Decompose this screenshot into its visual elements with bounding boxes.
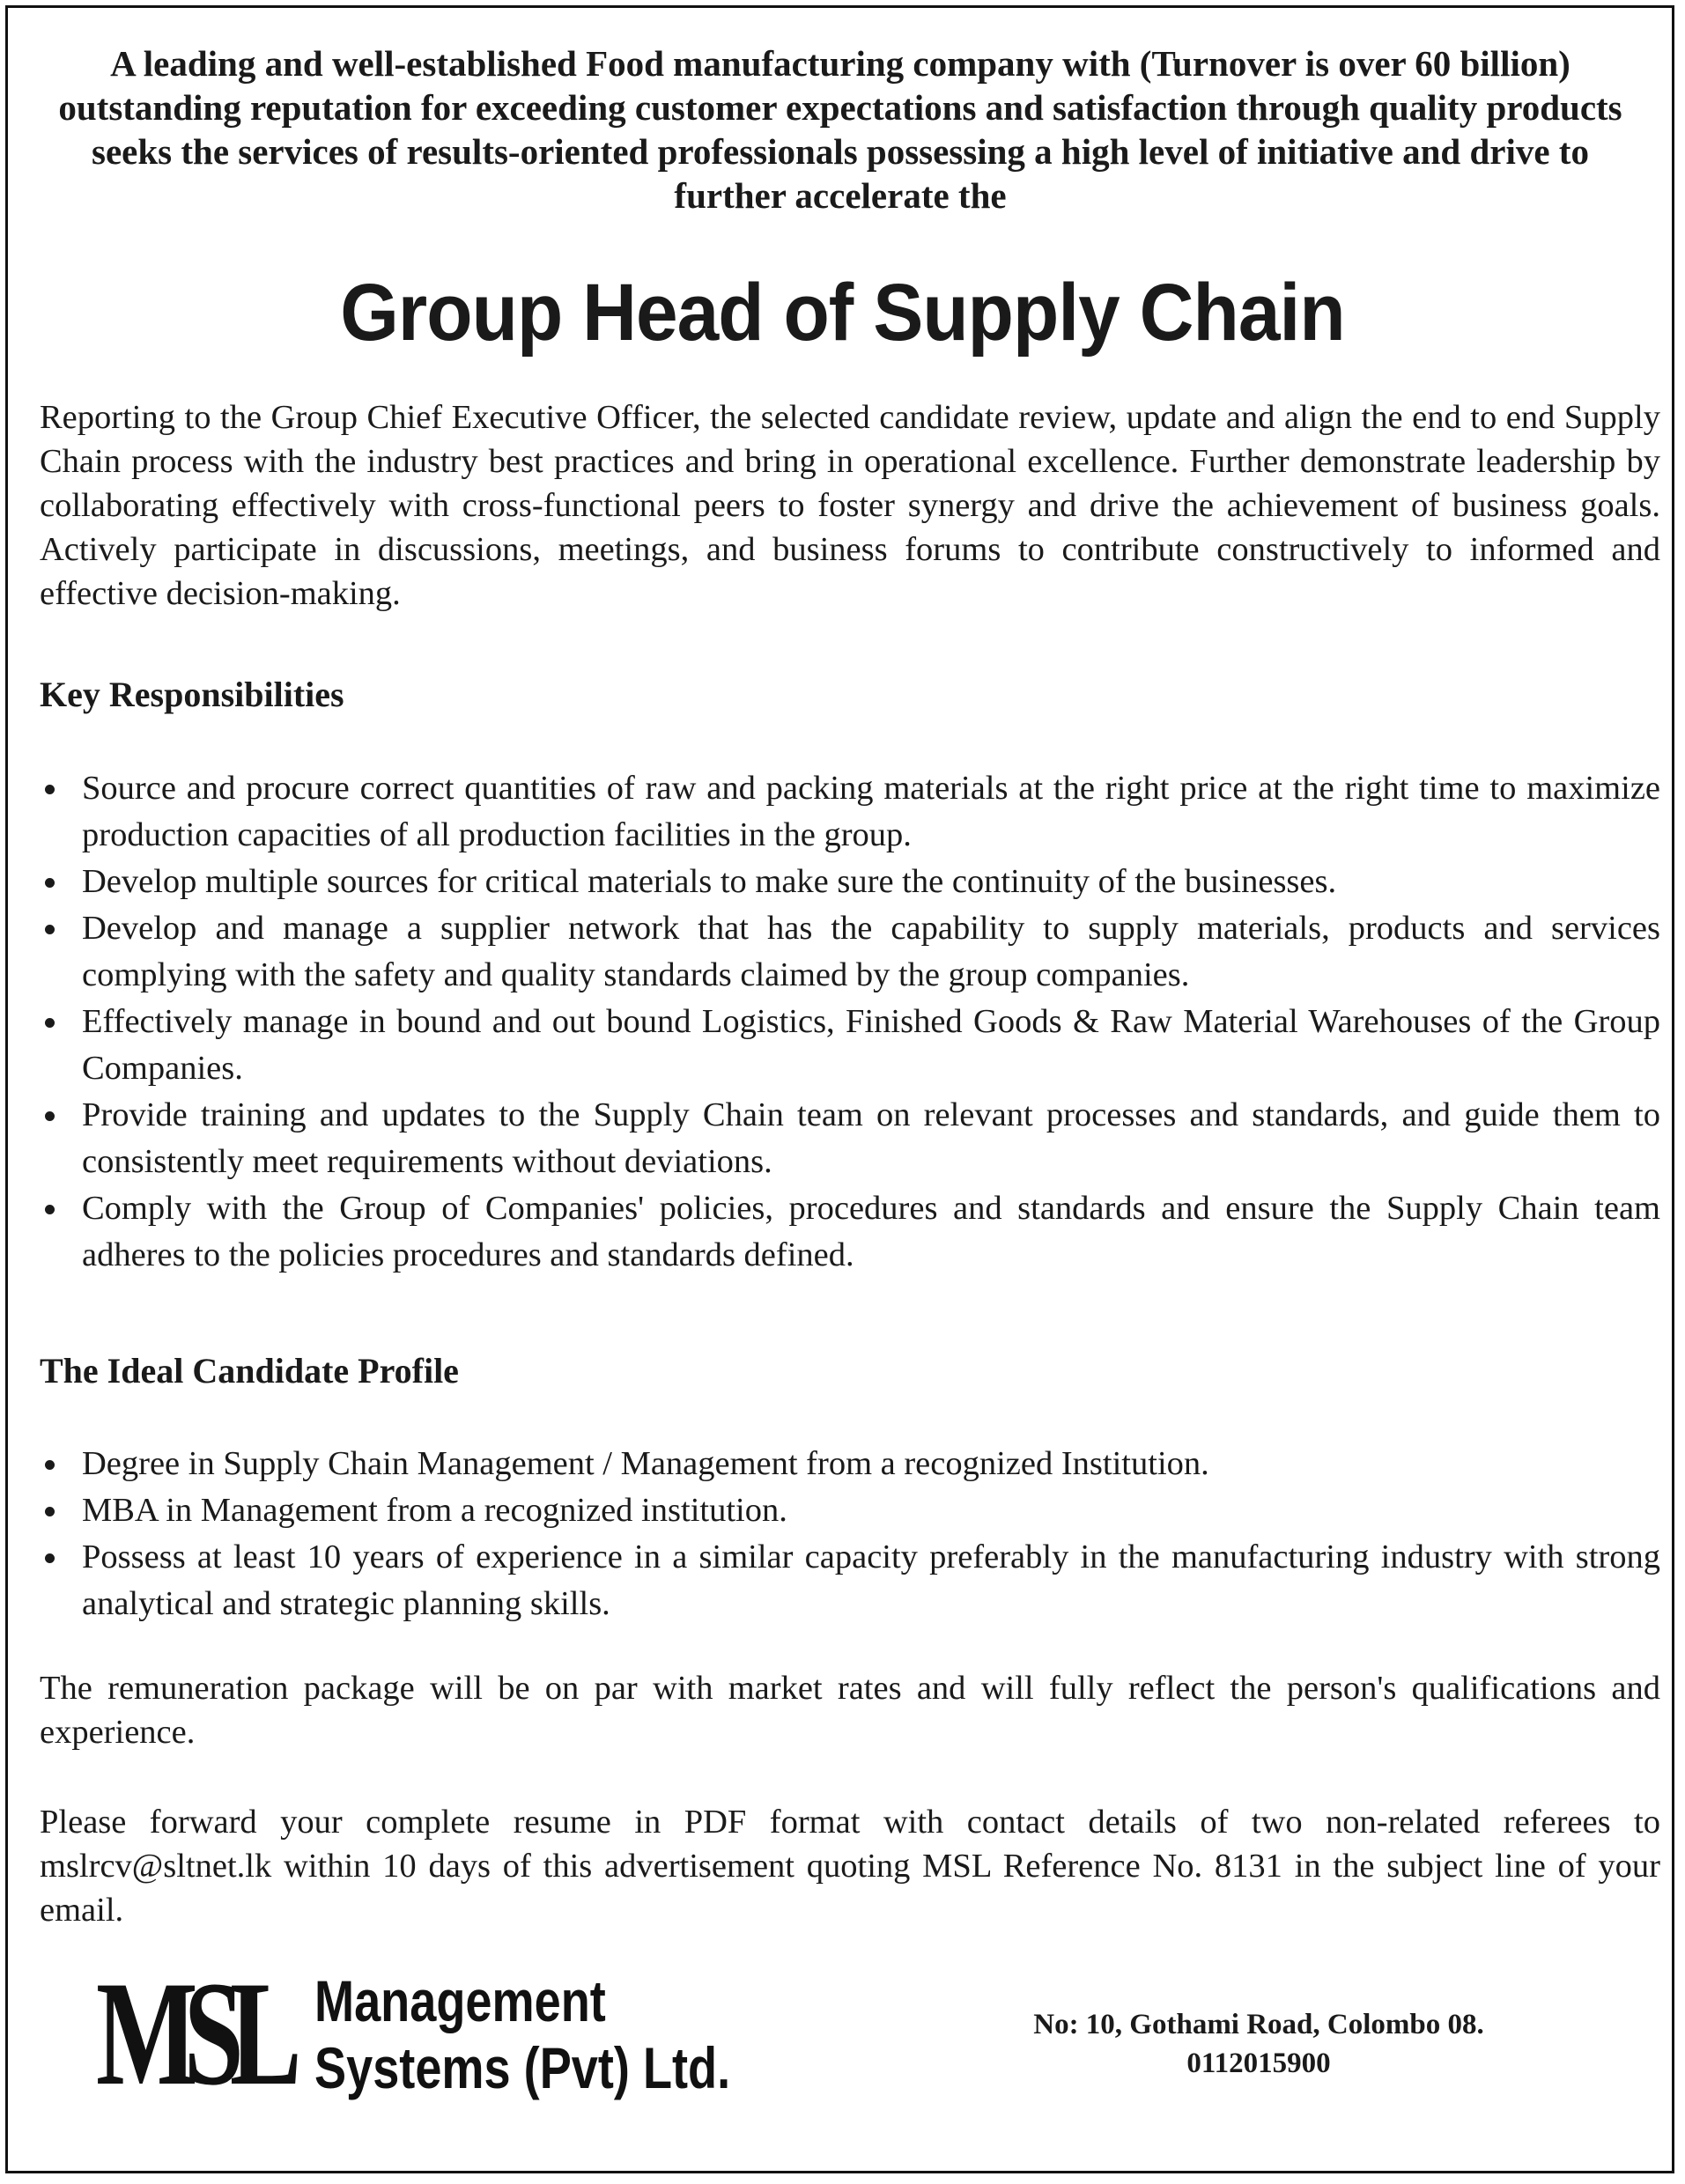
- job-title: Group Head of Supply Chain: [340, 268, 1345, 358]
- logo-mark: MSL: [96, 1951, 288, 2116]
- list-item: Degree in Supply Chain Management / Management from a recognized Institution.: [40, 1441, 1660, 1487]
- bullet-icon: [45, 1553, 55, 1563]
- ideal-candidate-heading: The Ideal Candidate Profile: [40, 1351, 459, 1391]
- bullet-icon: [45, 878, 55, 888]
- msl-logo: [96, 1951, 765, 2116]
- contact-address: No: 10, Gothami Road, Colombo 08.: [1033, 2009, 1484, 2040]
- key-responsibilities-heading: Key Responsibilities: [40, 675, 344, 714]
- key-responsibilities-list: [40, 765, 1660, 1279]
- bullet-icon: [45, 1460, 55, 1470]
- bullet-icon: [45, 1507, 55, 1516]
- list-item: MBA in Management from a recognized institution.: [40, 1487, 1660, 1534]
- intro-paragraph: A leading and well-established Food manufacturing company with (Turnover is over 60 billion) outstanding reputation for exceeding customer expectations and satisfaction through quality products seeks the services of results-oriented professionals possessing a high level of initiative and drive to further accelerate the: [58, 43, 1622, 216]
- bullet-icon: [45, 1018, 55, 1028]
- list-item: Source and procure correct quantities of raw and packing materials at the right price at the right time to maximize production capacities of all production facilities in the group.: [40, 765, 1660, 859]
- application-instructions: Please forward your complete resume in PDF format with contact details of two non-related referees to mslrcv@sltnet.lk within 10 days of this advertisement quoting MSL Reference No. 8131 in the subject line of your email.: [40, 1804, 1660, 1929]
- bullet-icon: [45, 1111, 55, 1121]
- logo-line-systems: Systems (Pvt) Ltd.: [314, 2035, 731, 2100]
- bullet-icon: [45, 1205, 55, 1214]
- list-item: Develop multiple sources for critical materials to make sure the continuity of the businesses.: [40, 859, 1660, 905]
- list-item: Provide training and updates to the Supply Chain team on relevant processes and standards, and guide them to consistently meet requirements without deviations.: [40, 1092, 1660, 1185]
- bullet-icon: [45, 925, 55, 934]
- contact-phone: 0112015900: [1186, 2048, 1331, 2079]
- contact-block: [1021, 2005, 1497, 2083]
- remuneration-paragraph: The remuneration package will be on par with market rates and will fully reflect the person's qualifications and experience.: [40, 1670, 1660, 1751]
- list-item: Possess at least 10 years of experience in a similar capacity preferably in the manufacturing industry with strong analytical and strategic planning skills.: [40, 1534, 1660, 1627]
- logo-line-management: Management: [314, 1968, 606, 2033]
- ideal-candidate-list: [40, 1441, 1660, 1627]
- bullet-icon: [45, 785, 55, 794]
- list-item: Comply with the Group of Companies' policies, procedures and standards and ensure the Supply Chain team adheres to the policies procedures and standards defined.: [40, 1185, 1660, 1279]
- list-item: Effectively manage in bound and out bound Logistics, Finished Goods & Raw Material Warehouses of the Group Companies.: [40, 999, 1660, 1092]
- list-item: Develop and manage a supplier network that has the capability to supply materials, products and services complying with the safety and quality standards claimed by the group companies.: [40, 905, 1660, 999]
- advertisement-page: [5, 5, 1674, 2173]
- role-summary: Reporting to the Group Chief Executive Officer, the selected candidate review, update and align the end to end Supply Chain process with the industry best practices and bring in operational excellence. Further demonstrate leadership by collaborating effectively with cross-functional peers to foster synergy and drive the achievement of business goals. Actively participate in discussions, meetings, and business forums to contribute constructively to informed and effective decision-making.: [40, 399, 1660, 612]
